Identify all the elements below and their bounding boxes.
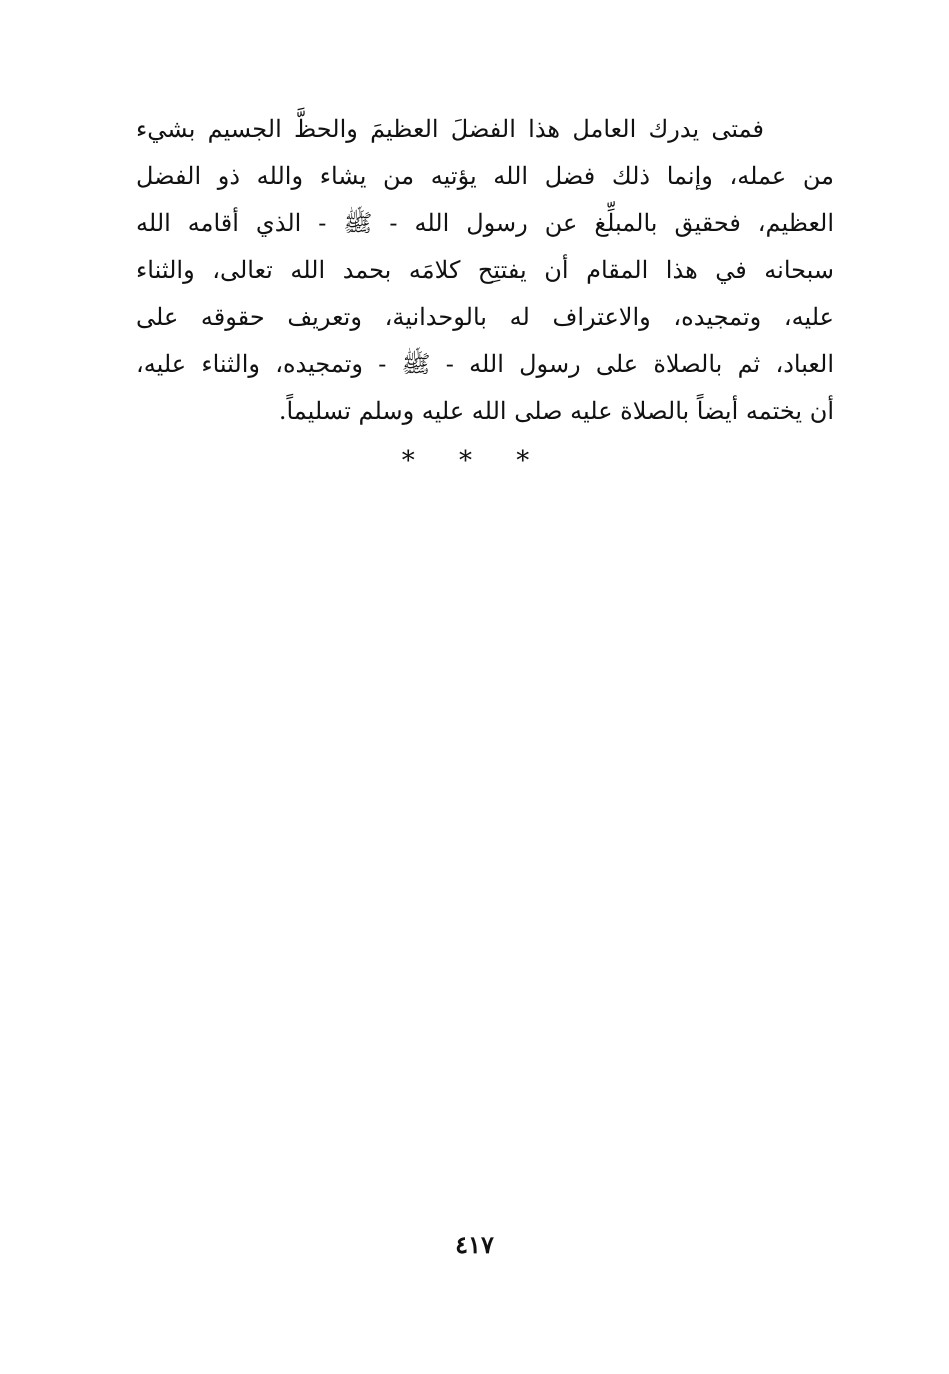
paragraph [136,106,834,435]
paragraph-line-4: سبحانه في هذا المقام أن يفتتِح كلامَه بحمد الله تعالى، والثناء [136,256,834,284]
paragraph-line-2: من عمله، وإنما ذلك فضل الله يؤتيه من يشاء والله ذو الفضل [136,162,834,190]
section-separator: * * * [401,446,548,476]
paragraph-line-6: العباد، ثم بالصلاة على رسول الله - ﷺ - وتمجيده، والثناء عليه، [136,350,834,378]
paragraph-line-3: العظيم، فحقيق بالمبلِّغ عن رسول الله - ﷺ - الذي أقامه الله [136,209,834,237]
paragraph-line-7: أن يختمه أيضاً بالصلاة عليه صلى الله عليه وسلم تسليماً. [278,397,834,425]
paragraph-line-5: عليه، وتمجيده، والاعتراف له بالوحدانية، وتعريف حقوقه على [136,303,835,331]
page-number: ٤١٧ [455,1230,494,1259]
paragraph-line-1: فمتى يدرك العامل هذا الفضلَ العظيمَ والحظَّ الجسيم بشيء [136,115,764,143]
